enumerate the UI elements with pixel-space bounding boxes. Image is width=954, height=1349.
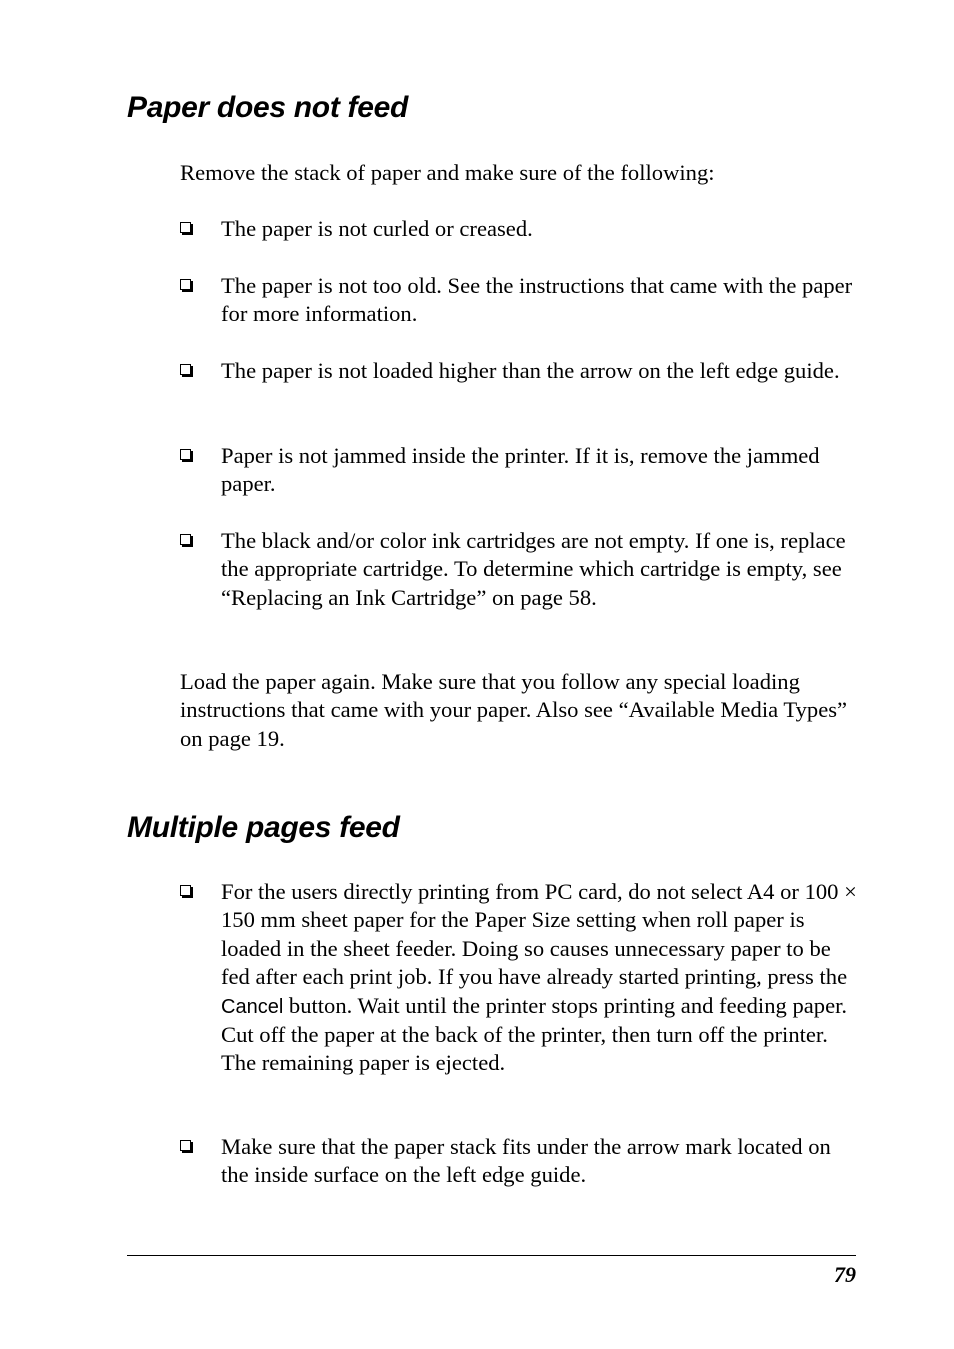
list-item-text: The paper is not loaded higher than the arrow on the left edge guide. — [221, 358, 840, 383]
page-number: 79 — [834, 1262, 856, 1287]
list-item — [180, 272, 860, 329]
list-item — [180, 215, 860, 243]
checkbox-bullet-icon — [180, 222, 191, 233]
list-item-text: The paper is not too old. See the instructions that came with the paper for more information. — [221, 273, 853, 327]
list-item-text: The paper is not curled or creased. — [221, 216, 533, 241]
list-item-text: The black and/or color ink cartridges are not empty. If one is, replace the appropriate cartridge. To determine which cartridge is empty, see “Replacing an Ink Cartridge” on page 58. — [221, 528, 846, 610]
list-item — [180, 878, 860, 1078]
list-item-text: Make sure that the paper stack fits under the arrow mark located on the inside surface on the left edge guide. — [221, 1134, 831, 1188]
section-title-paper-does-not-feed: Paper does not feed — [127, 91, 409, 124]
list-item — [180, 1133, 860, 1190]
checkbox-bullet-icon — [180, 1140, 191, 1151]
cancel-button-name: Cancel — [221, 995, 284, 1018]
list-item — [180, 527, 860, 612]
list-item-text: Paper is not jammed inside the printer. If it is, remove the jammed paper. — [221, 443, 820, 497]
list-item-text-start: For the users directly printing from PC card, do not select A4 or 100 × 150 mm sheet paper for the Paper Size setting when roll paper is loaded in the sheet feeder. Doing so causes unnecessary paper to be fed after each print job. If you have already started printing, press the — [221, 879, 857, 990]
checkbox-bullet-icon — [180, 534, 191, 545]
checkbox-bullet-icon — [180, 885, 191, 896]
section-title-multiple-pages-feed: Multiple pages feed — [127, 811, 400, 844]
footer-divider — [127, 1255, 856, 1256]
list-item — [180, 442, 860, 499]
checkbox-bullet-icon — [180, 449, 191, 460]
section1-closing: Load the paper again. Make sure that you follow any special loading instructions that came with your paper. Also see “Available Media Types” on page 19. — [180, 669, 848, 751]
checkbox-bullet-icon — [180, 364, 191, 375]
list-item — [180, 357, 860, 385]
list-item-text-end: button. Wait until the printer stops printing and feeding paper. Cut off the paper at the back of the printer, then turn off the printer. The remaining paper is ejected. — [221, 992, 848, 1076]
list-item-text — [221, 878, 860, 1078]
checkbox-bullet-icon — [180, 279, 191, 290]
section1-intro: Remove the stack of paper and make sure of the following: — [180, 160, 715, 185]
